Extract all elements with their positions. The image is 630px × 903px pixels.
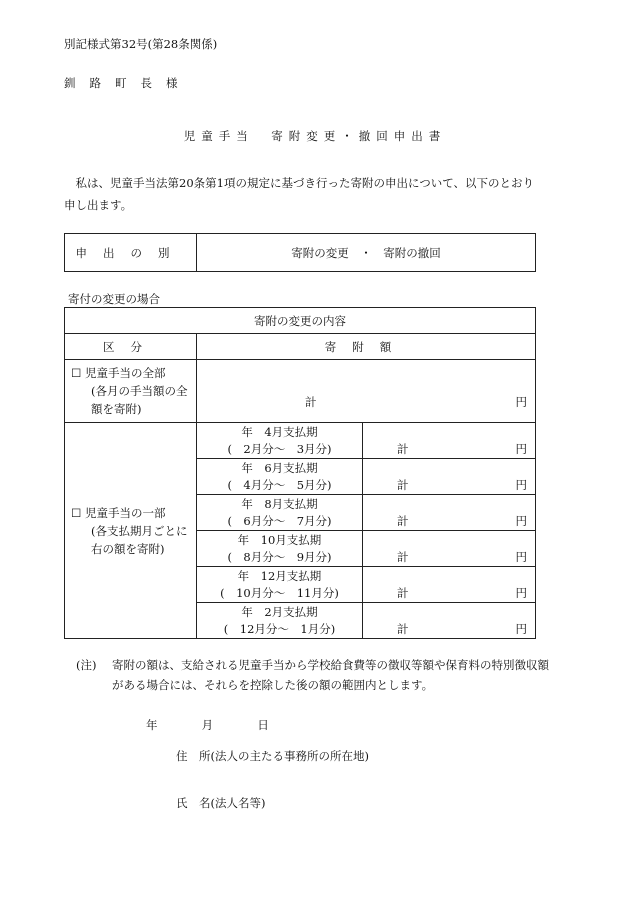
pay-month-2: 年 6月支払期 — [241, 460, 318, 475]
request-kind-options[interactable]: 寄附の変更 ・ 寄附の撤回 — [197, 234, 536, 272]
pay-month-4: 年 10月支払期 — [237, 532, 322, 547]
option-full — [65, 360, 197, 423]
change-caption: 寄付の変更の場合 — [68, 292, 160, 306]
pay-period-3 — [197, 495, 363, 531]
sum-label-1: 計 — [397, 442, 409, 456]
date-year: 年 — [146, 718, 158, 732]
pay-month-6: 年 2月支払期 — [241, 604, 318, 619]
option-partial-note: (各支払期月ごとに右の額を寄附) — [91, 523, 188, 556]
date-day: 日 — [257, 718, 269, 732]
sum-label-5: 計 — [397, 586, 409, 600]
unit-3: 円 — [515, 514, 527, 528]
note — [76, 655, 554, 695]
sum-label-4: 計 — [397, 550, 409, 564]
checkbox-full[interactable]: ☐ — [71, 366, 82, 380]
amount-cell-3[interactable] — [363, 495, 536, 531]
column-amount: 寄附額 — [197, 334, 536, 360]
note-mark: (注) — [76, 658, 97, 672]
pay-period-1 — [197, 423, 363, 459]
name-label: 氏 名(法人名等) — [176, 796, 266, 810]
date-line — [146, 717, 269, 733]
amount-cell-2[interactable] — [363, 459, 536, 495]
option-partial-label: 児童手当の一部 — [84, 505, 166, 520]
amount-cell-4[interactable] — [363, 531, 536, 567]
checkbox-partial[interactable]: ☐ — [71, 505, 82, 520]
pay-range-3: ( 6月分～ 7月分) — [227, 513, 332, 528]
amount-cell-5[interactable] — [363, 567, 536, 603]
sum-label-2: 計 — [397, 478, 409, 492]
addressee: 釧路町長様 — [64, 76, 192, 90]
unit-2: 円 — [515, 478, 527, 492]
pay-range-1: ( 2月分～ 3月分) — [227, 441, 332, 456]
note-text: 寄附の額は、支給される児童手当から学校給食費等の徴収等額や保育料の特別徴収額がある場合には、それらを控除した後の額の範囲内とします。 — [112, 658, 549, 692]
unit-5: 円 — [515, 586, 527, 600]
pay-range-5: ( 10月分～ 11月分) — [220, 585, 339, 600]
pay-range-6: ( 12月分～ 1月分) — [223, 621, 336, 636]
change-table-header: 寄附の変更の内容 — [65, 308, 536, 334]
option-full-note: (各月の手当額の全額を寄附) — [91, 384, 188, 416]
sum-label-6: 計 — [397, 622, 409, 636]
full-sum-label: 計 — [305, 395, 317, 409]
pay-month-3: 年 8月支払期 — [241, 496, 318, 511]
unit-4: 円 — [515, 550, 527, 564]
sum-label-3: 計 — [397, 514, 409, 528]
full-amount-cell[interactable] — [197, 360, 536, 423]
date-month: 月 — [201, 718, 214, 732]
amount-cell-6[interactable] — [363, 603, 536, 639]
document-title: 児童手当 寄附変更・撤回申出書 — [183, 129, 447, 143]
change-content-table — [64, 307, 536, 639]
request-kind-label: 申出の別 — [65, 234, 197, 272]
intro-paragraph: 私は、児童手当法第20条第1項の規定に基づき行った寄附の申出について、以下のとおり申し出ます。 — [64, 176, 534, 212]
pay-period-4 — [197, 531, 363, 567]
pay-range-4: ( 8月分～ 9月分) — [227, 549, 332, 564]
pay-month-1: 年 4月支払期 — [241, 424, 318, 439]
pay-period-2 — [197, 459, 363, 495]
unit-6: 円 — [515, 622, 527, 636]
amount-cell-1[interactable] — [363, 423, 536, 459]
pay-period-5 — [197, 567, 363, 603]
option-full-label: 児童手当の全部 — [84, 366, 166, 380]
option-partial — [65, 423, 197, 639]
pay-range-2: ( 4月分～ 5月分) — [227, 477, 332, 492]
request-kind-table — [64, 233, 536, 272]
pay-month-5: 年 12月支払期 — [237, 568, 322, 583]
form-reference: 別記様式第32号(第28条関係) — [64, 37, 218, 51]
pay-period-6 — [197, 603, 363, 639]
unit-1: 円 — [515, 442, 527, 456]
full-unit: 円 — [515, 395, 527, 409]
address-label: 住 所(法人の主たる事務所の所在地) — [176, 749, 369, 763]
column-category: 区分 — [65, 334, 197, 360]
